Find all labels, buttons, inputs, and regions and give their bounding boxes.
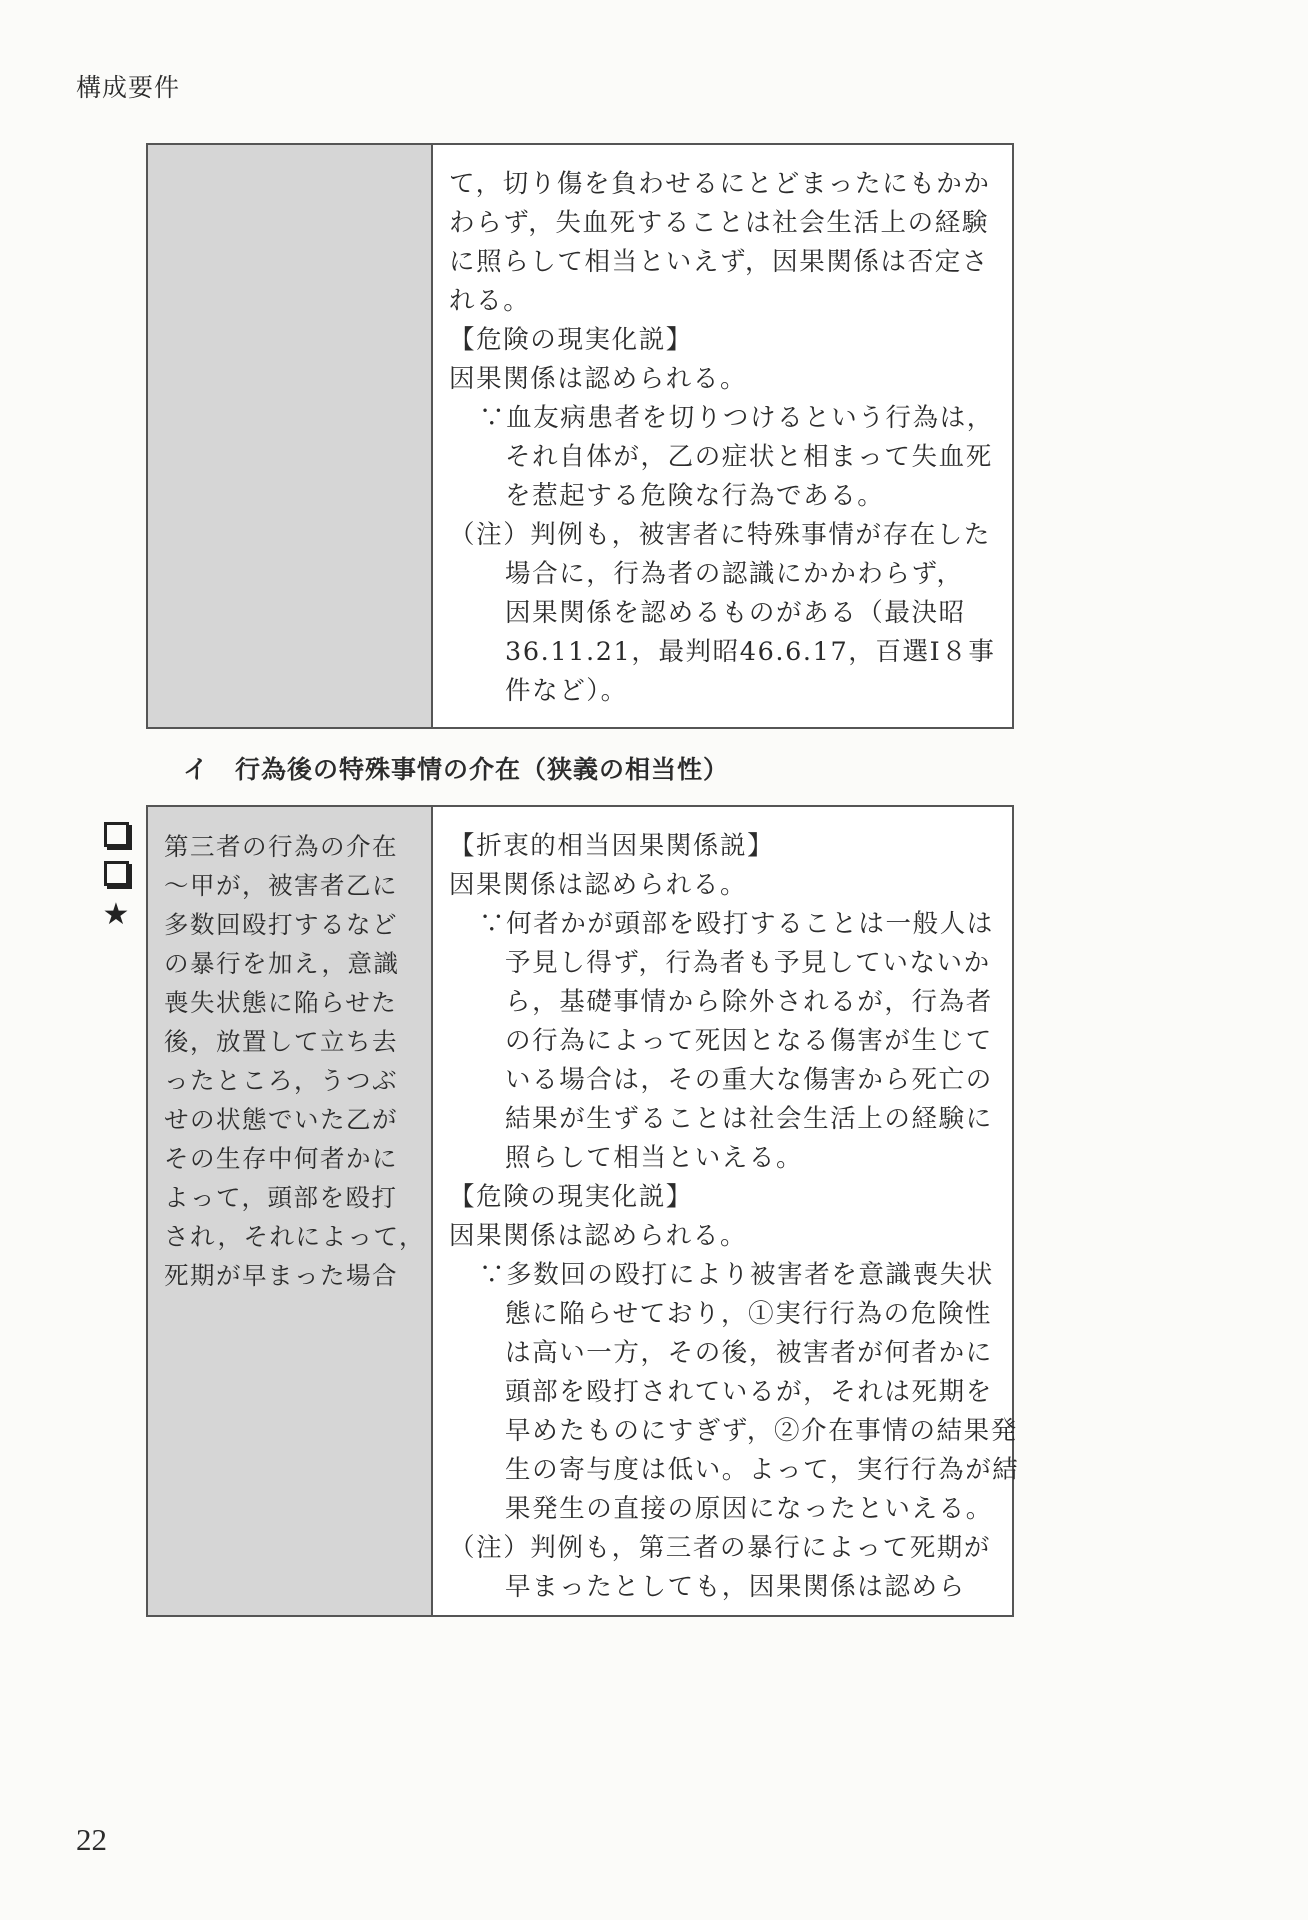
text-line: は高い一方，その後，被害者が何者かに — [505, 1338, 993, 1368]
text-line: 態に陥らせており，①実行行為の危険性 — [505, 1299, 993, 1329]
study-marks — [101, 820, 131, 930]
case-text-line: ったところ，うつぶ — [164, 1066, 398, 1095]
text-line: ∵血友病患者を切りつけるという行為は， — [479, 403, 994, 433]
text-line: 頭部を殴打されているが，それは死期を — [505, 1377, 993, 1407]
analysis-cell-2 — [433, 807, 1033, 1615]
case-text-line: 死期が早まった場合 — [164, 1261, 398, 1290]
case-text-line: よって，頭部を殴打 — [164, 1183, 398, 1212]
text-line: 因果関係は認められる。 — [449, 870, 748, 900]
text-line: ∵何者かが頭部を殴打することは一般人は — [479, 909, 994, 939]
text-line: れる。 — [449, 286, 531, 316]
text-line: 場合に，行為者の認識にかかわらず， — [505, 559, 964, 589]
case-text-line: され，それによって， — [164, 1222, 425, 1251]
text-line: の行為によって死因となる傷害が生じて — [505, 1026, 993, 1056]
case-cell-1 — [148, 145, 433, 727]
text-line: 件など）。 — [505, 676, 628, 706]
text-line: いる場合は，その重大な傷害から死亡の — [505, 1065, 993, 1095]
case-cell-2 — [148, 807, 433, 1615]
text-line: ら，基礎事情から除外されるが，行為者 — [505, 987, 993, 1017]
checkbox-icon[interactable] — [104, 861, 129, 886]
text-line: わらず，失血死することは社会生活上の経験 — [449, 208, 989, 238]
text-line: を惹起する危険な行為である。 — [505, 481, 885, 511]
case-text-line: その生存中何者かに — [164, 1144, 398, 1173]
text-line: 因果関係は認められる。 — [449, 1221, 748, 1251]
case-text-line: ～甲が，被害者乙に — [164, 871, 398, 900]
text-line: 結果が生ずることは社会生活上の経験に — [505, 1104, 993, 1134]
text-line: に照らして相当といえず，因果関係は否定さ — [449, 247, 989, 277]
text-line: （注）判例も，第三者の暴行によって死期が — [449, 1533, 992, 1563]
analysis-cell-1 — [433, 145, 1012, 727]
case-text-line: の暴行を加え，意識 — [164, 949, 400, 978]
text-line: 早めたものにすぎず，②介在事情の結果発 — [505, 1416, 1018, 1446]
text-line: それ自体が，乙の症状と相まって失血死 — [505, 442, 993, 472]
summary-table-1 — [146, 143, 1014, 729]
text-line: 予見し得ず，行為者も予見していないか — [505, 948, 991, 978]
case-text-line: 喪失状態に陥らせた — [164, 988, 398, 1017]
text-line: 因果関係を認めるものがある（最決昭 — [505, 598, 966, 628]
text-line: （注）判例も，被害者に特殊事情が存在した — [449, 520, 992, 550]
text-line: 照らして相当といえる。 — [505, 1143, 804, 1173]
text-line: 【危険の現実化説】 — [449, 325, 693, 355]
text-line: 果発生の直接の原因になったといえる。 — [505, 1494, 993, 1524]
section-heading: イ 行為後の特殊事情の介在（狭義の相当性） — [183, 755, 730, 784]
text-line: 生の寄与度は低い。よって，実行行為が結 — [505, 1455, 1020, 1485]
case-text-line: 後，放置して立ち去 — [164, 1027, 398, 1056]
text-line: 【折衷的相当因果関係説】 — [449, 831, 775, 861]
text-line: ∵多数回の殴打により被害者を意識喪失状 — [479, 1260, 994, 1290]
summary-table-2 — [146, 805, 1020, 1617]
text-line: 因果関係は認められる。 — [449, 364, 748, 394]
text-line: 【危険の現実化説】 — [449, 1182, 693, 1212]
star-icon: ★ — [102, 897, 130, 932]
running-head: 構成要件 — [76, 73, 181, 102]
case-text-line: 多数回殴打するなど — [164, 910, 398, 939]
page-number: 22 — [76, 1822, 107, 1857]
checkbox-icon[interactable] — [104, 822, 129, 847]
text-line: 早まったとしても，因果関係は認めら — [505, 1572, 966, 1602]
case-text-line: せの状態でいた乙が — [164, 1105, 398, 1134]
case-text-line: 第三者の行為の介在 — [164, 832, 398, 861]
text-line: 36.11.21，最判昭46.6.17，百選Ⅰ８事 — [505, 637, 996, 667]
text-line: て，切り傷を負わせるにとどまったにもかか — [449, 169, 991, 199]
